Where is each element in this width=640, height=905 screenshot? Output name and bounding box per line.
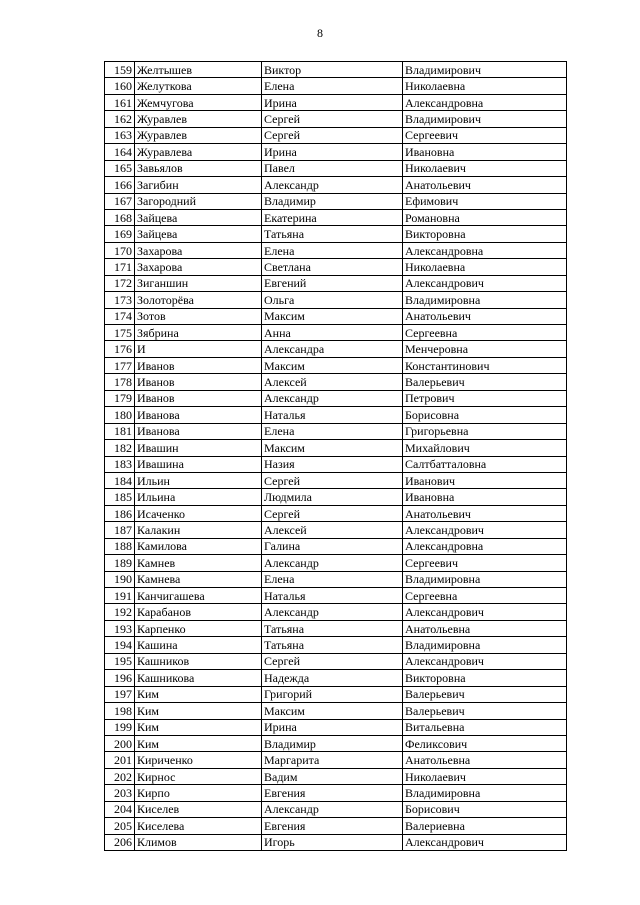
first-name-cell: Татьяна [262,226,403,242]
last-name-cell: Кирпо [135,785,262,801]
last-name-cell: Золоторёва [135,292,262,308]
patronymic-cell: Николаевич [403,160,567,176]
patronymic-cell: Ефимович [403,193,567,209]
patronymic-cell: Валерьевич [403,686,567,702]
row-number-cell: 204 [105,801,135,817]
first-name-cell: Назия [262,456,403,472]
last-name-cell: Журавлев [135,111,262,127]
row-number-cell: 181 [105,423,135,439]
patronymic-cell: Владимирович [403,111,567,127]
patronymic-cell: Николаевна [403,78,567,94]
table-row [105,670,567,686]
table-row [105,555,567,571]
row-number-cell: 174 [105,308,135,324]
patronymic-cell: Александрович [403,834,567,850]
row-number-cell: 180 [105,407,135,423]
last-name-cell: Карабанов [135,604,262,620]
first-name-cell: Сергей [262,472,403,488]
first-name-cell: Галина [262,538,403,554]
table-row [105,604,567,620]
first-name-cell: Игорь [262,834,403,850]
row-number-cell: 186 [105,505,135,521]
patronymic-cell: Борисович [403,801,567,817]
table-row [105,719,567,735]
last-name-cell: Иванов [135,374,262,390]
last-name-cell: И [135,341,262,357]
table-row [105,374,567,390]
table-row [105,686,567,702]
row-number-cell: 188 [105,538,135,554]
first-name-cell: Маргарита [262,752,403,768]
row-number-cell: 202 [105,768,135,784]
patronymic-cell: Сергеевич [403,555,567,571]
row-number-cell: 178 [105,374,135,390]
last-name-cell: Загибин [135,177,262,193]
row-number-cell: 177 [105,357,135,373]
first-name-cell: Светлана [262,259,403,275]
table-row [105,390,567,406]
table-row [105,341,567,357]
first-name-cell: Татьяна [262,637,403,653]
last-name-cell: Иванова [135,407,262,423]
row-number-cell: 187 [105,522,135,538]
patronymic-cell: Александровна [403,538,567,554]
table-row [105,489,567,505]
table-row [105,703,567,719]
first-name-cell: Виктор [262,62,403,78]
patronymic-cell: Петрович [403,390,567,406]
row-number-cell: 183 [105,456,135,472]
last-name-cell: Камилова [135,538,262,554]
patronymic-cell: Александрович [403,522,567,538]
table-row [105,834,567,850]
patronymic-cell: Викторовна [403,670,567,686]
first-name-cell: Евгений [262,275,403,291]
last-name-cell: Камнева [135,571,262,587]
row-number-cell: 170 [105,242,135,258]
last-name-cell: Ким [135,703,262,719]
last-name-cell: Желтышев [135,62,262,78]
first-name-cell: Людмила [262,489,403,505]
first-name-cell: Наталья [262,407,403,423]
last-name-cell: Кашина [135,637,262,653]
last-name-cell: Завьялов [135,160,262,176]
last-name-cell: Карпенко [135,620,262,636]
patronymic-cell: Константинович [403,357,567,373]
last-name-cell: Ильина [135,489,262,505]
row-number-cell: 162 [105,111,135,127]
table-row [105,752,567,768]
row-number-cell: 167 [105,193,135,209]
patronymic-cell: Салтбатталовна [403,456,567,472]
last-name-cell: Зайцева [135,226,262,242]
first-name-cell: Наталья [262,588,403,604]
first-name-cell: Павел [262,160,403,176]
last-name-cell: Зябрина [135,325,262,341]
row-number-cell: 175 [105,325,135,341]
row-number-cell: 185 [105,489,135,505]
patronymic-cell: Николаевна [403,259,567,275]
patronymic-cell: Романовна [403,209,567,225]
first-name-cell: Алексей [262,374,403,390]
first-name-cell: Сергей [262,127,403,143]
first-name-cell: Максим [262,440,403,456]
row-number-cell: 172 [105,275,135,291]
last-name-cell: Желуткова [135,78,262,94]
first-name-cell: Александр [262,555,403,571]
last-name-cell: Ивашина [135,456,262,472]
last-name-cell: Калакин [135,522,262,538]
row-number-cell: 195 [105,653,135,669]
row-number-cell: 169 [105,226,135,242]
first-name-cell: Евгения [262,818,403,834]
table-row [105,160,567,176]
first-name-cell: Максим [262,357,403,373]
table-row [105,768,567,784]
names-table [104,61,567,851]
table-row [105,226,567,242]
table-row [105,571,567,587]
patronymic-cell: Владимировна [403,637,567,653]
row-number-cell: 196 [105,670,135,686]
row-number-cell: 163 [105,127,135,143]
table-row [105,653,567,669]
last-name-cell: Журавлев [135,127,262,143]
last-name-cell: Климов [135,834,262,850]
first-name-cell: Александра [262,341,403,357]
patronymic-cell: Ивановна [403,489,567,505]
last-name-cell: Ким [135,735,262,751]
last-name-cell: Исаченко [135,505,262,521]
patronymic-cell: Александрович [403,275,567,291]
table-row [105,456,567,472]
first-name-cell: Владимир [262,193,403,209]
row-number-cell: 182 [105,440,135,456]
last-name-cell: Загородний [135,193,262,209]
row-number-cell: 168 [105,209,135,225]
table-row [105,818,567,834]
first-name-cell: Сергей [262,111,403,127]
first-name-cell: Владимир [262,735,403,751]
first-name-cell: Максим [262,308,403,324]
first-name-cell: Сергей [262,505,403,521]
row-number-cell: 166 [105,177,135,193]
patronymic-cell: Александрович [403,604,567,620]
last-name-cell: Иванов [135,357,262,373]
table-row [105,144,567,160]
table-row [105,193,567,209]
last-name-cell: Камнев [135,555,262,571]
row-number-cell: 194 [105,637,135,653]
patronymic-cell: Феликсович [403,735,567,751]
table-row [105,423,567,439]
patronymic-cell: Николаевич [403,768,567,784]
table-row [105,505,567,521]
table-row [105,407,567,423]
first-name-cell: Ирина [262,719,403,735]
table-row [105,127,567,143]
first-name-cell: Максим [262,703,403,719]
table-row [105,357,567,373]
patronymic-cell: Александровна [403,242,567,258]
patronymic-cell: Анатольевна [403,752,567,768]
last-name-cell: Зиганшин [135,275,262,291]
last-name-cell: Киселев [135,801,262,817]
table-row [105,801,567,817]
last-name-cell: Захарова [135,242,262,258]
row-number-cell: 164 [105,144,135,160]
patronymic-cell: Владимировна [403,571,567,587]
row-number-cell: 159 [105,62,135,78]
row-number-cell: 199 [105,719,135,735]
last-name-cell: Ильин [135,472,262,488]
first-name-cell: Александр [262,390,403,406]
table-row [105,588,567,604]
patronymic-cell: Викторовна [403,226,567,242]
row-number-cell: 205 [105,818,135,834]
first-name-cell: Анна [262,325,403,341]
table-row [105,62,567,78]
row-number-cell: 192 [105,604,135,620]
row-number-cell: 200 [105,735,135,751]
first-name-cell: Сергей [262,653,403,669]
first-name-cell: Александр [262,801,403,817]
first-name-cell: Александр [262,604,403,620]
first-name-cell: Елена [262,78,403,94]
first-name-cell: Евгения [262,785,403,801]
first-name-cell: Александр [262,177,403,193]
first-name-cell: Алексей [262,522,403,538]
table-row [105,242,567,258]
last-name-cell: Зайцева [135,209,262,225]
first-name-cell: Ирина [262,144,403,160]
first-name-cell: Елена [262,242,403,258]
row-number-cell: 201 [105,752,135,768]
patronymic-cell: Витальевна [403,719,567,735]
patronymic-cell: Анатольевна [403,620,567,636]
last-name-cell: Кириченко [135,752,262,768]
last-name-cell: Ким [135,719,262,735]
first-name-cell: Елена [262,423,403,439]
table-row [105,440,567,456]
table-row [105,177,567,193]
patronymic-cell: Владимировна [403,785,567,801]
patronymic-cell: Сергеевич [403,127,567,143]
last-name-cell: Кирнос [135,768,262,784]
patronymic-cell: Александрович [403,653,567,669]
last-name-cell: Канчигашева [135,588,262,604]
last-name-cell: Жемчугова [135,94,262,110]
row-number-cell: 190 [105,571,135,587]
row-number-cell: 165 [105,160,135,176]
last-name-cell: Ким [135,686,262,702]
page-number: 8 [317,26,323,40]
table-row [105,94,567,110]
row-number-cell: 197 [105,686,135,702]
first-name-cell: Татьяна [262,620,403,636]
patronymic-cell: Михайлович [403,440,567,456]
table-row [105,111,567,127]
row-number-cell: 198 [105,703,135,719]
table-row [105,538,567,554]
table-row [105,209,567,225]
row-number-cell: 193 [105,620,135,636]
table-row [105,785,567,801]
first-name-cell: Вадим [262,768,403,784]
table-row [105,325,567,341]
last-name-cell: Захарова [135,259,262,275]
table-row [105,259,567,275]
patronymic-cell: Валерьевич [403,703,567,719]
row-number-cell: 176 [105,341,135,357]
row-number-cell: 171 [105,259,135,275]
row-number-cell: 189 [105,555,135,571]
last-name-cell: Иванов [135,390,262,406]
table-row [105,275,567,291]
row-number-cell: 179 [105,390,135,406]
table-row [105,522,567,538]
last-name-cell: Журавлева [135,144,262,160]
patronymic-cell: Анатольевич [403,505,567,521]
patronymic-cell: Сергеевна [403,325,567,341]
last-name-cell: Зотов [135,308,262,324]
patronymic-cell: Владимирович [403,62,567,78]
patronymic-cell: Борисовна [403,407,567,423]
row-number-cell: 203 [105,785,135,801]
patronymic-cell: Валерьевич [403,374,567,390]
last-name-cell: Ивашин [135,440,262,456]
patronymic-cell: Анатольевич [403,308,567,324]
row-number-cell: 184 [105,472,135,488]
last-name-cell: Кашникова [135,670,262,686]
first-name-cell: Ирина [262,94,403,110]
row-number-cell: 191 [105,588,135,604]
table-row [105,637,567,653]
patronymic-cell: Владимировна [403,292,567,308]
patronymic-cell: Сергеевна [403,588,567,604]
last-name-cell: Киселева [135,818,262,834]
first-name-cell: Екатерина [262,209,403,225]
patronymic-cell: Валериевна [403,818,567,834]
patronymic-cell: Григорьевна [403,423,567,439]
table-row [105,735,567,751]
patronymic-cell: Менчеровна [403,341,567,357]
patronymic-cell: Александровна [403,94,567,110]
row-number-cell: 161 [105,94,135,110]
table-row [105,308,567,324]
patronymic-cell: Анатольевич [403,177,567,193]
first-name-cell: Елена [262,571,403,587]
table-row [105,472,567,488]
first-name-cell: Григорий [262,686,403,702]
patronymic-cell: Иванович [403,472,567,488]
first-name-cell: Надежда [262,670,403,686]
patronymic-cell: Ивановна [403,144,567,160]
row-number-cell: 206 [105,834,135,850]
first-name-cell: Ольга [262,292,403,308]
table-row [105,620,567,636]
table-row [105,292,567,308]
last-name-cell: Кашников [135,653,262,669]
row-number-cell: 173 [105,292,135,308]
table-row [105,78,567,94]
row-number-cell: 160 [105,78,135,94]
last-name-cell: Иванова [135,423,262,439]
names-table-body [105,62,567,851]
